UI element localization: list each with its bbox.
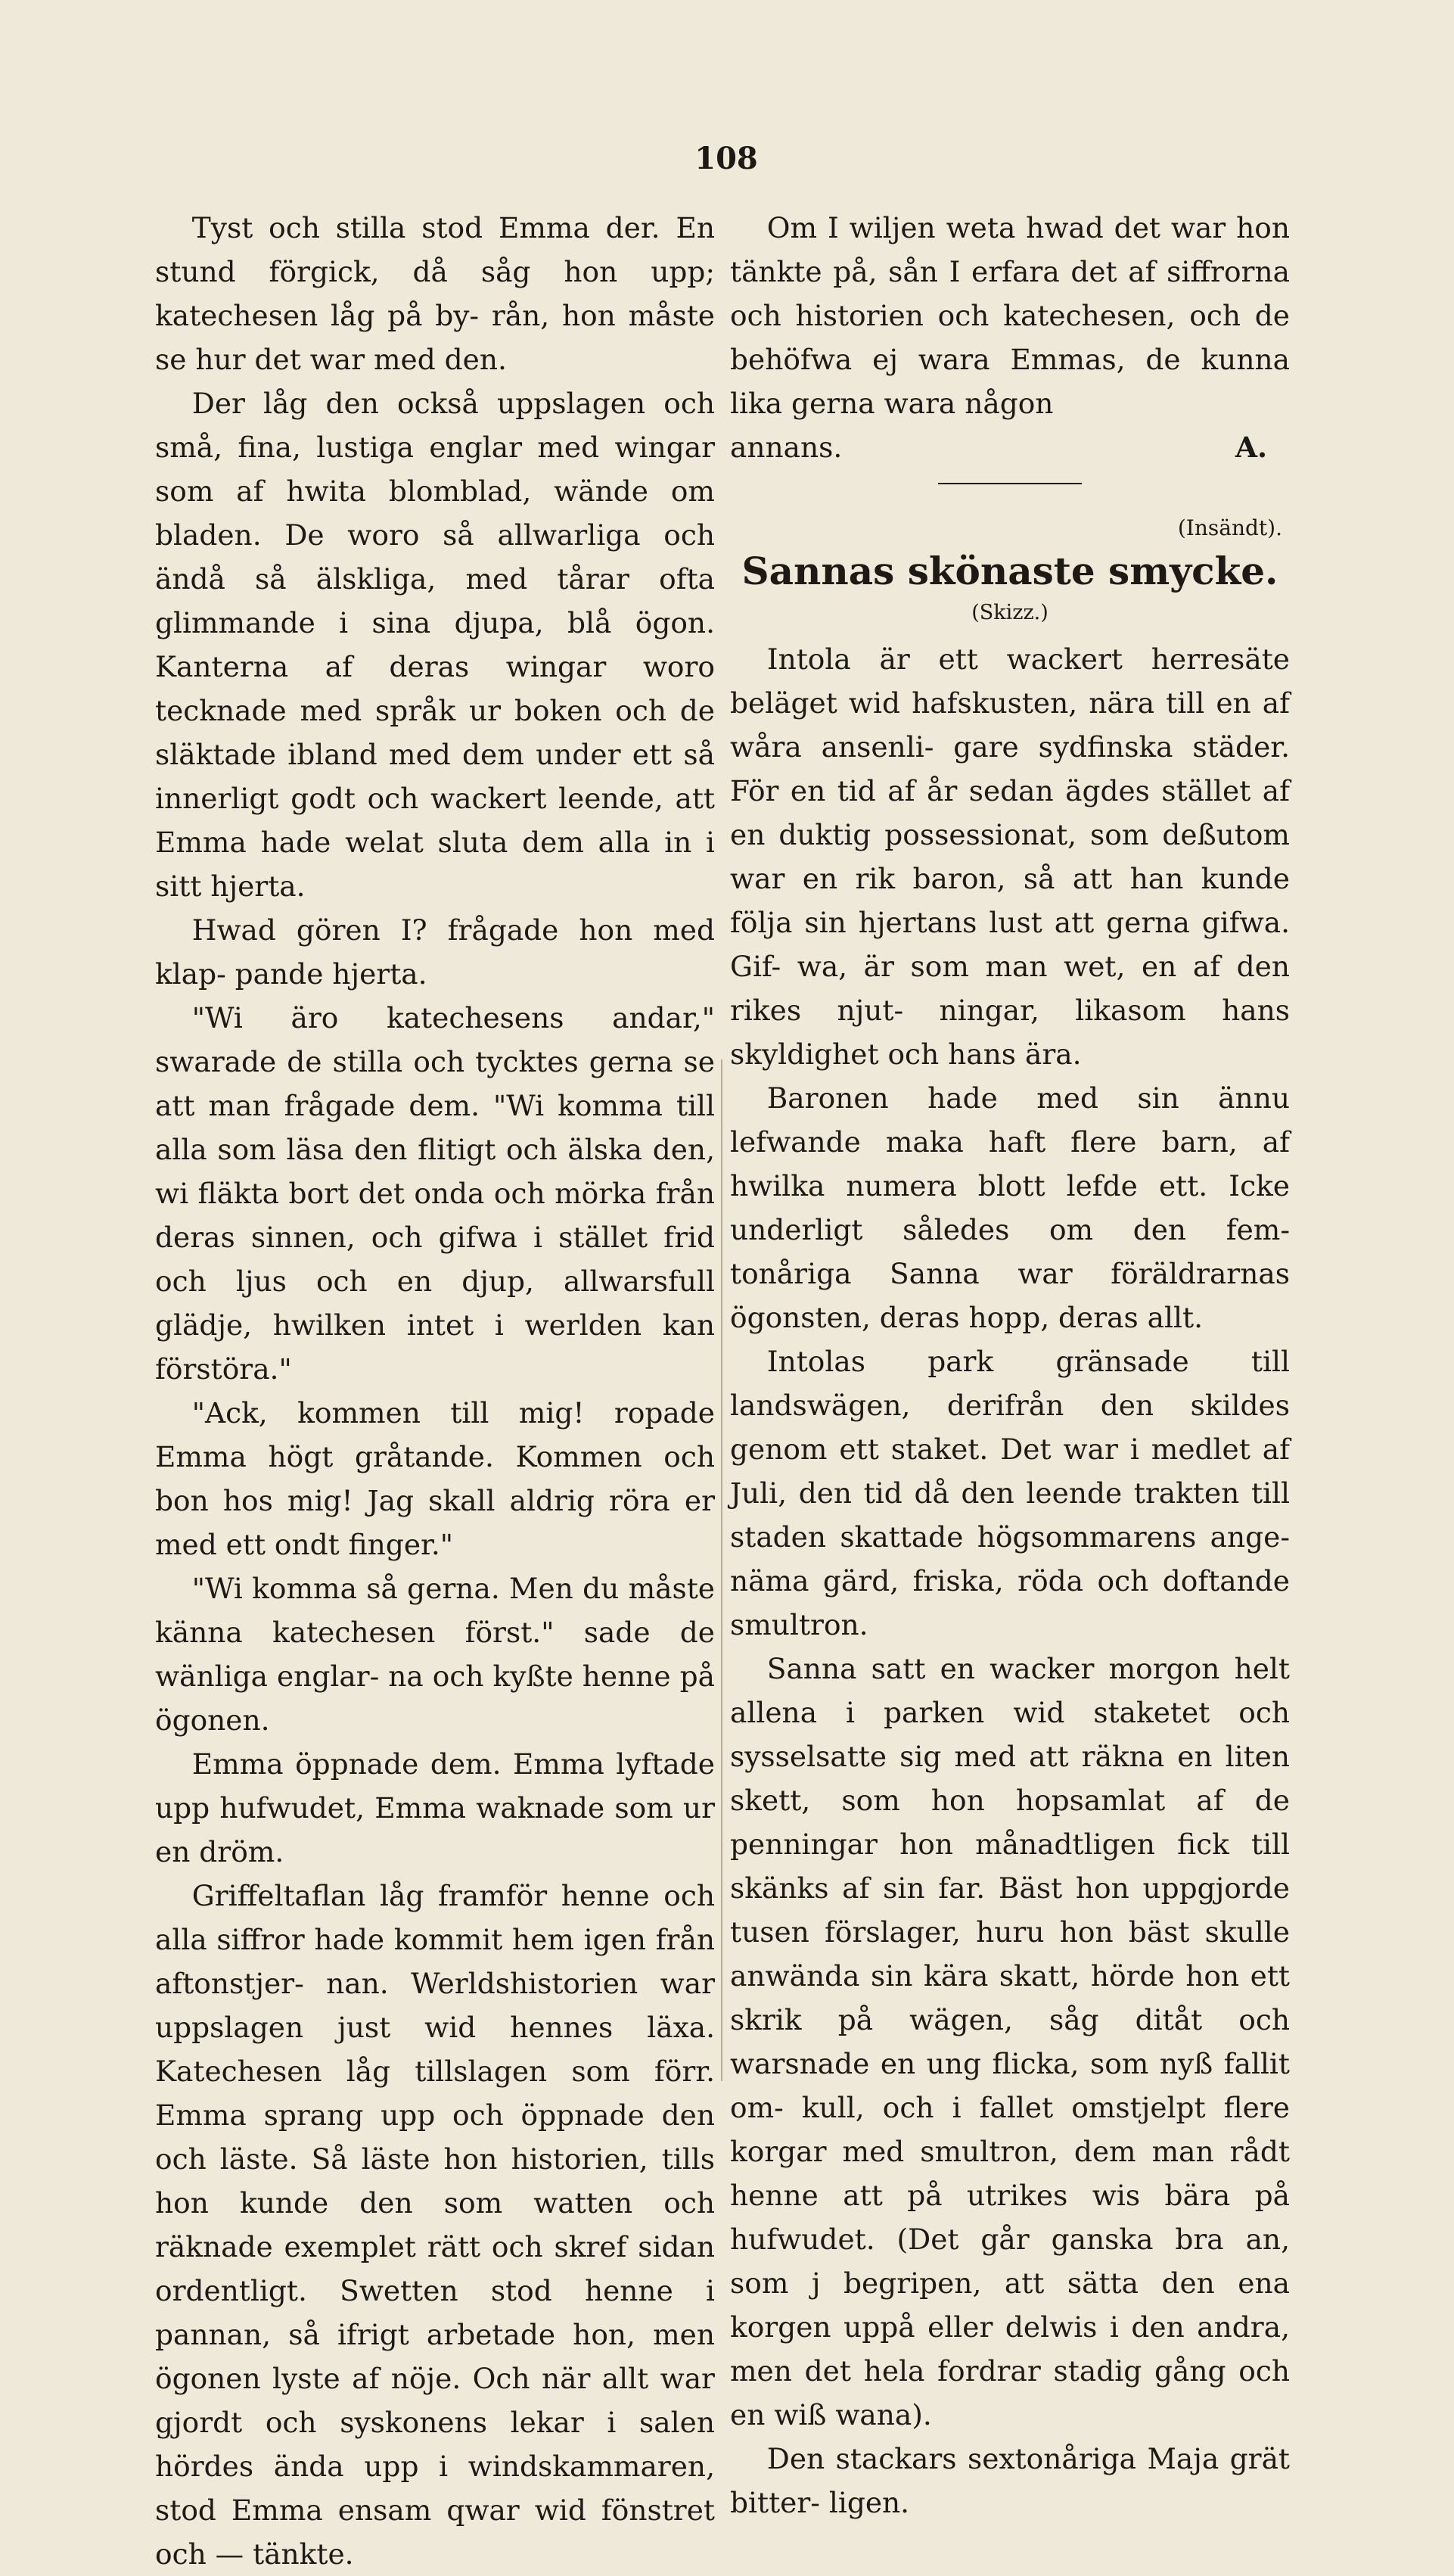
paragraph: Griffeltaflan låg framför henne och alla siffror hade kommit hem igen från aftonstjer- nan. Werldshistorien war uppslagen just wid hennes läxa. Katechesen låg tillslagen som förr. Emma sprang upp och öppnade den och läste. Så läste hon historien, tills hon kunde den som watten och räknade exemplet rätt och skref sidan ordentligt. Swetten stod henne i pannan, så ifrigt arbetade hon, men ögonen lyste af nöje. Och när allt war gjordt och syskonens lekar i salen hördes ända upp i windskammaren, stod Emma ensam qwar wid fönstret och — tänkte.: [155, 1879, 715, 2571]
paragraph: Sanna satt en wacker morgon helt allena i parken wid staketet och sysselsatte sig med att räkna en liten skett, som hon hopsamlat af de penningar hon månadtligen fick till skänks af sin far. Bäst hon uppgjorde tusen förslager, huru hon bäst skulle anwända sin kära skatt, hörde hon ett skrik på wägen, såg ditåt och warsnade en ung flicka, som nyß fallit om- kull, och i fallet omstjelpt flere korgar med smultron, dem man rådt henne att på utrikes wis bära på hufwudet. (Det går ganska bra an, som j begripen, att sätta den ena korgen uppå eller delwis i den andra, men det hela fordrar stadig gång och en wiß wana).: [730, 1652, 1290, 2431]
author-signature: A.: [1235, 431, 1267, 464]
paragraph: Den stackars sextonåriga Maja grät bitter- ligen.: [730, 2442, 1290, 2519]
paragraph: Intolas park gränsade till landswägen, derifrån den skildes genom ett staket. Det war i medlet af Juli, den tid då den leende trakten till staden skattade högsommarens ange- näma gärd, friska, röda och doftande smultron.: [730, 1345, 1290, 1641]
left-column: [155, 206, 715, 2576]
paragraph: Der låg den också uppslagen och små, fina, lustiga englar med wingar som af hwita blomblad, wände om bladen. De woro så allwarliga och ändå så älskliga, med tårar ofta glimmande i sina djupa, blå ögon. Kanterna af deras wingar woro tecknade med språk ur boken och de släktade ibland med dem under ett så innerligt godt och wackert leende, att Emma hade welat sluta dem alla in i sitt hjerta.: [155, 387, 715, 903]
page-number: 108: [694, 141, 758, 176]
paragraph: Intola är ett wackert herresäte beläget wid hafskusten, nära till en af wåra ansenli- gare sydfinska städer. För en tid af år sedan ägdes stället af en duktig possessionat, som deßutom war en rik baron, så att han kunde följa sin hjertans lust att gerna gifwa. Gif- wa, är som man wet, en af den rikes njut- ningar, likasom hans skyldighet och hans ära.: [730, 642, 1290, 1071]
article-subtitle: (Skizz.): [971, 601, 1049, 624]
section-rule: [938, 483, 1082, 484]
paragraph: "Wi äro katechesens andar," swarade de stilla och tycktes gerna se att man frågade dem. "Wi komma till alla som läsa den flitigt och älska den, wi fläkta bort det onda och mörka från deras sinnen, och gifwa i stället frid och ljus och en djup, allwarsfull glädje, hwilken intet i werlden kan förstöra.": [155, 1001, 715, 1386]
paragraph: "Ack, kommen till mig! ropade Emma högt gråtande. Kommen och bon hos mig! Jag skall aldrig röra er med ett ondt finger.": [155, 1396, 715, 1561]
paragraph: Emma öppnade dem. Emma lyftade upp hufwudet, Emma waknade som ur en dröm.: [155, 1747, 715, 1868]
submitted-note: (Insändt).: [1177, 515, 1282, 540]
column-divider: [721, 1059, 722, 2081]
paragraph: "Wi komma så gerna. Men du måste känna katechesen först." sade de wänliga englar- na och kyßte henne på ögonen.: [155, 1572, 715, 1737]
paragraph: Baronen hade med sin ännu lefwande maka haft flere barn, af hwilka numera blott lefde ett. Icke underligt således om den fem- tonåriga Sanna war föräldrarnas ögonsten, deras hopp, deras allt.: [730, 1081, 1290, 1334]
intro-last-line: annans.: [730, 431, 843, 464]
article-title: Sannas skönaste smycke.: [741, 549, 1278, 593]
article-body: [730, 637, 1290, 2525]
paragraph: Hwad gören I? frågade hon med klap- pande hjerta.: [155, 913, 715, 991]
paragraph: Om I wiljen weta hwad det war hon tänkte på, sån I erfara det af siffrorna och historien och katechesen, och de behöfwa ej wara Emmas, de kunna lika gerna wara någon: [730, 211, 1290, 420]
intro-paragraph: [730, 206, 1290, 425]
signature-row: [730, 425, 1290, 469]
right-column: [730, 206, 1290, 2525]
paragraph: Tyst och stilla stod Emma der. En stund förgick, då såg hon upp; katechesen låg på by- rån, hon måste se hur det war med den.: [155, 211, 715, 376]
